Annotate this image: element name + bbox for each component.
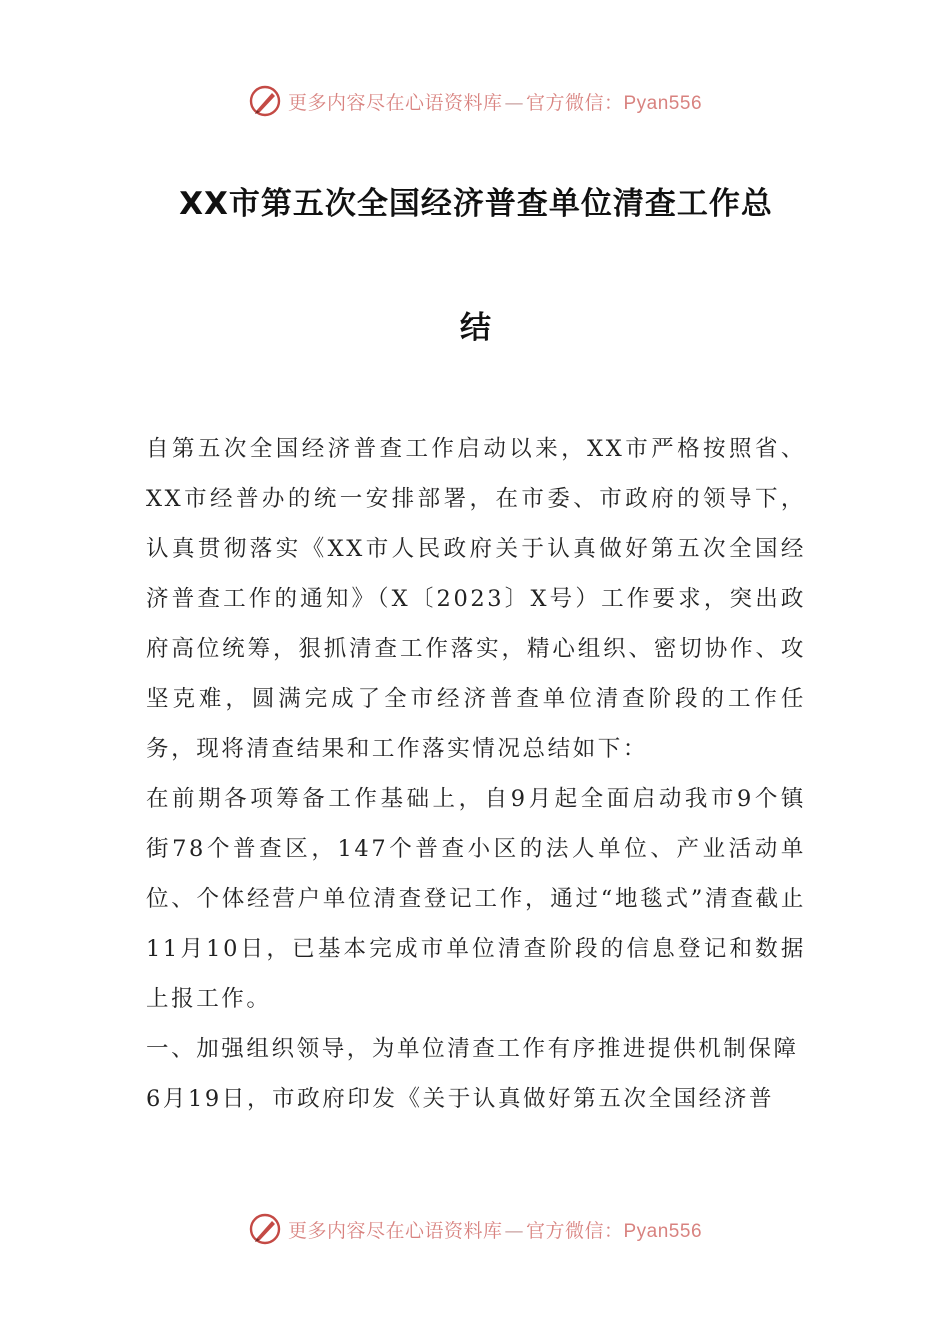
body-paragraph: 自第五次全国经济普查工作启动以来，XX市严格按照省、XX市经普办的统一安排部署，在市委、市政府的领导下，认真贯彻落实《XX市人民政府关于认真做好第五次全国经济普查工作的通知》（X〔2023〕X号）工作要求，突出政府高位统筹，狠抓清查工作落实，精心组织、密切协作、攻坚克难，圆满完成了全市经济普查单位清查阶段的工作任务，现将清查结果和工作落实情况总结如下： bbox=[146, 436, 806, 762]
banner-text: 更多内容尽在心语资料库 — 官方微信：Pyan556 bbox=[287, 91, 703, 114]
header-watermark bbox=[0, 84, 950, 118]
pen-logo-icon bbox=[248, 1212, 282, 1246]
document-title-line-2: 结 bbox=[460, 310, 492, 346]
banner-text: 更多内容尽在心语资料库 — 官方微信：Pyan556 bbox=[287, 1219, 703, 1242]
pen-logo-icon bbox=[248, 84, 282, 118]
footer-watermark bbox=[0, 1212, 950, 1246]
document-title-line-1: XX市第五次全国经济普查单位清查工作总 bbox=[179, 186, 773, 222]
body-paragraph: 在前期各项筹备工作基础上，自9月起全面启动我市9个镇街78个普查区，147个普查小区的法人单位、产业活动单位、个体经营户单位清查登记工作，通过“地毯式”清查截止11月10日，已基本完成市单位清查阶段的信息登记和数据上报工作。 bbox=[146, 786, 806, 1012]
body-paragraph: 6月19日，市政府印发《关于认真做好第五次全国经济普 bbox=[146, 1086, 775, 1112]
section-heading: 一、加强组织领导，为单位清查工作有序推进提供机制保障 bbox=[146, 1036, 799, 1062]
document-body bbox=[146, 424, 806, 1124]
